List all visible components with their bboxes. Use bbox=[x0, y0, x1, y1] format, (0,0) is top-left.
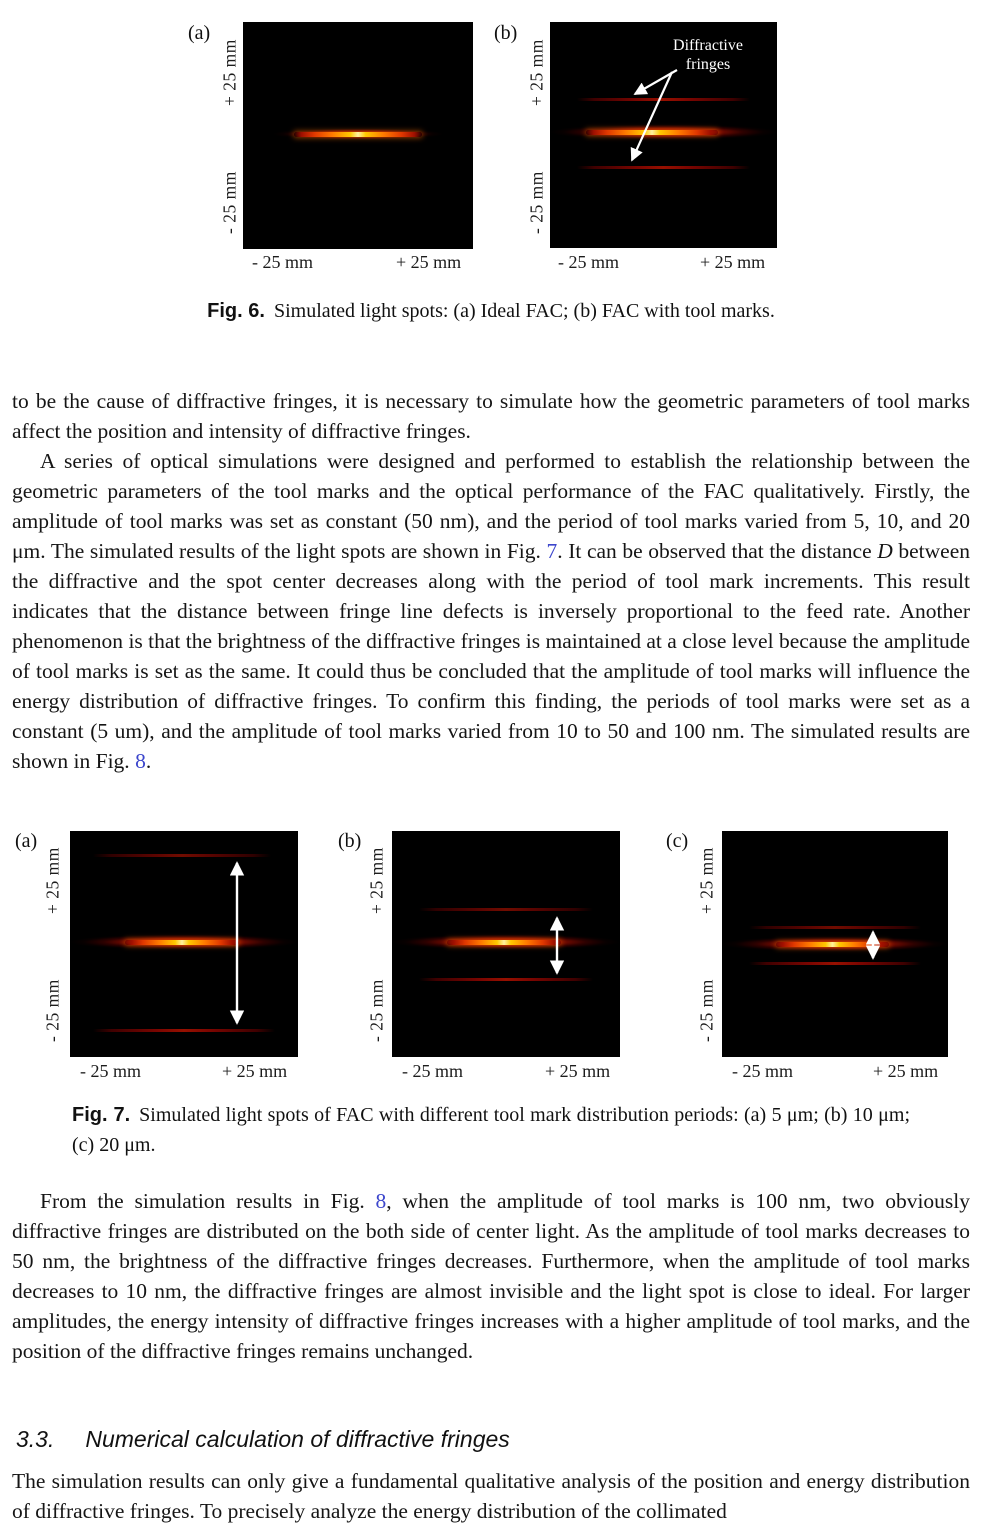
y-axis-label-top: + 25 mm bbox=[526, 39, 547, 107]
fig7-panel-a-light-spot-image bbox=[70, 831, 298, 1057]
x-axis-label-left: - 25 mm bbox=[402, 1061, 463, 1081]
y-axis-label-top: + 25 mm bbox=[42, 847, 63, 915]
x-axis-label-right: + 25 mm bbox=[396, 252, 462, 272]
caption-tag: Fig. 6. bbox=[207, 300, 265, 322]
paragraph bbox=[12, 1466, 970, 1526]
figure-reference-link[interactable]: 7 bbox=[546, 539, 558, 563]
text-segment: A series of optical simulations were designed and performed to establish the relationship between the geometric parameters of the tool marks and the optical performance of the FAC qualitatively. Firstly, the amplitude of tool marks was set as constant (50 nm), and the period of tool marks varied from 5, 10, and 20 μm. The simulated results of the light spots are shown in Fig. bbox=[12, 449, 970, 563]
y-axis-label-bottom: - 25 mm bbox=[219, 171, 240, 235]
fringe-distance-arrow-icon bbox=[722, 831, 948, 1057]
paragraph bbox=[12, 386, 970, 446]
fig7-panel-c-light-spot-image bbox=[722, 831, 948, 1057]
caption-text: Simulated light spots of FAC with different tool mark distribution periods: (a) 5 μm; (b) 10 μm; (c) 20 μm. bbox=[72, 1104, 910, 1156]
x-axis-label-right: + 25 mm bbox=[873, 1061, 939, 1081]
fringe-pointer-arrows-icon bbox=[550, 22, 777, 248]
y-axis-label-top: + 25 mm bbox=[219, 39, 240, 107]
fringe-distance-arrow-icon bbox=[392, 831, 620, 1057]
text-segment: , when the amplitude of tool marks is 100 nm, two obviously diffractive fringes are distributed on the both side of center light. As the amplitude of tool marks decreases to 50 nm, the brightness of the diffractive fringes decreases. Furthermore, when the amplitude of tool marks decreases to 10 nm, the diffractive fringes are almost invisible and the light spot is close to ideal. For larger amplitudes, the energy intensity of diffractive fringes increases with a higher amplitude of tool marks, and the position of the diffractive fringes remains unchanged. bbox=[12, 1189, 971, 1363]
figure-6-caption bbox=[0, 300, 982, 323]
text-segment: . It can be observed that the distance bbox=[557, 539, 878, 563]
body-block-1 bbox=[12, 386, 970, 776]
y-axis-label-top: + 25 mm bbox=[366, 847, 387, 915]
diffractive-fringes-annotation: Diffractive fringes bbox=[673, 37, 743, 73]
figure-reference-link[interactable]: 8 bbox=[375, 1189, 387, 1213]
fig6-panel-a-letter: (a) bbox=[188, 22, 211, 44]
section-title: Numerical calculation of diffractive fringes bbox=[85, 1426, 510, 1452]
x-axis-label-right: + 25 mm bbox=[222, 1061, 288, 1081]
text-segment: between the diffractive and the spot center decreases along with the period of tool mark increments. This result indicates that the distance between fringe line defects is inversely proportional to the feed rate. Another phenomenon is that the brightness of the diffractive fringes is maintained at a close level because the amplitude of tool marks is set as the same. It could thus be concluded that the amplitude of tool marks will influence the energy distribution of diffractive fringes. To confirm this finding, the periods of tool marks were set as a constant (5 um), and the amplitude of tool marks varied from 10 to 50 and 100 nm. The simulated results are shown in Fig. bbox=[12, 539, 970, 773]
section-heading bbox=[16, 1426, 510, 1453]
y-axis-label-bottom: - 25 mm bbox=[42, 979, 63, 1043]
figure-reference-link[interactable]: 8 bbox=[135, 749, 146, 773]
y-axis-label-top: + 25 mm bbox=[696, 847, 717, 915]
fig6-panel-a-light-spot-image bbox=[243, 22, 473, 249]
fig7-panel-c-letter: (c) bbox=[666, 830, 689, 852]
y-axis-label-bottom: - 25 mm bbox=[696, 979, 717, 1043]
fig7-panel-b-letter: (b) bbox=[338, 830, 362, 852]
text-segment: The simulation results can only give a fundamental qualitative analysis of the position and energy distribution of diffractive fringes. To precisely analyze the energy distribution of the collimated bbox=[12, 1469, 970, 1523]
fig7-panel-b-light-spot-image bbox=[392, 831, 620, 1057]
section-number: 3.3. bbox=[16, 1426, 55, 1452]
center-light-spot bbox=[294, 132, 423, 137]
paragraph bbox=[12, 446, 970, 776]
y-axis-label-bottom: - 25 mm bbox=[366, 979, 387, 1043]
x-axis-label-right: + 25 mm bbox=[700, 252, 766, 272]
text-segment: D bbox=[877, 539, 893, 563]
x-axis-label-left: - 25 mm bbox=[252, 252, 313, 272]
x-axis-label-left: - 25 mm bbox=[80, 1061, 141, 1081]
figure-7-caption bbox=[0, 1100, 982, 1160]
fig7-panel-a-letter: (a) bbox=[15, 830, 38, 852]
caption-tag: Fig. 7. bbox=[72, 1104, 131, 1126]
y-axis-label-bottom: - 25 mm bbox=[526, 171, 547, 235]
text-segment: to be the cause of diffractive fringes, it is necessary to simulate how the geometric parameters of tool marks affect the position and intensity of diffractive fringes. bbox=[12, 389, 970, 443]
body-block-3 bbox=[12, 1466, 970, 1526]
fringe-distance-arrow-icon bbox=[70, 831, 298, 1057]
body-block-2 bbox=[12, 1186, 970, 1366]
x-axis-label-left: - 25 mm bbox=[558, 252, 619, 272]
fig6-panel-b-letter: (b) bbox=[494, 22, 518, 44]
caption-text: Simulated light spots: (a) Ideal FAC; (b) FAC with tool marks. bbox=[273, 300, 775, 322]
text-segment: From the simulation results in Fig. bbox=[40, 1189, 376, 1213]
paragraph bbox=[12, 1186, 970, 1366]
x-axis-label-left: - 25 mm bbox=[732, 1061, 793, 1081]
fig6-panel-b-light-spot-image bbox=[550, 22, 777, 248]
text-segment: . bbox=[145, 749, 152, 773]
x-axis-label-right: + 25 mm bbox=[545, 1061, 611, 1081]
